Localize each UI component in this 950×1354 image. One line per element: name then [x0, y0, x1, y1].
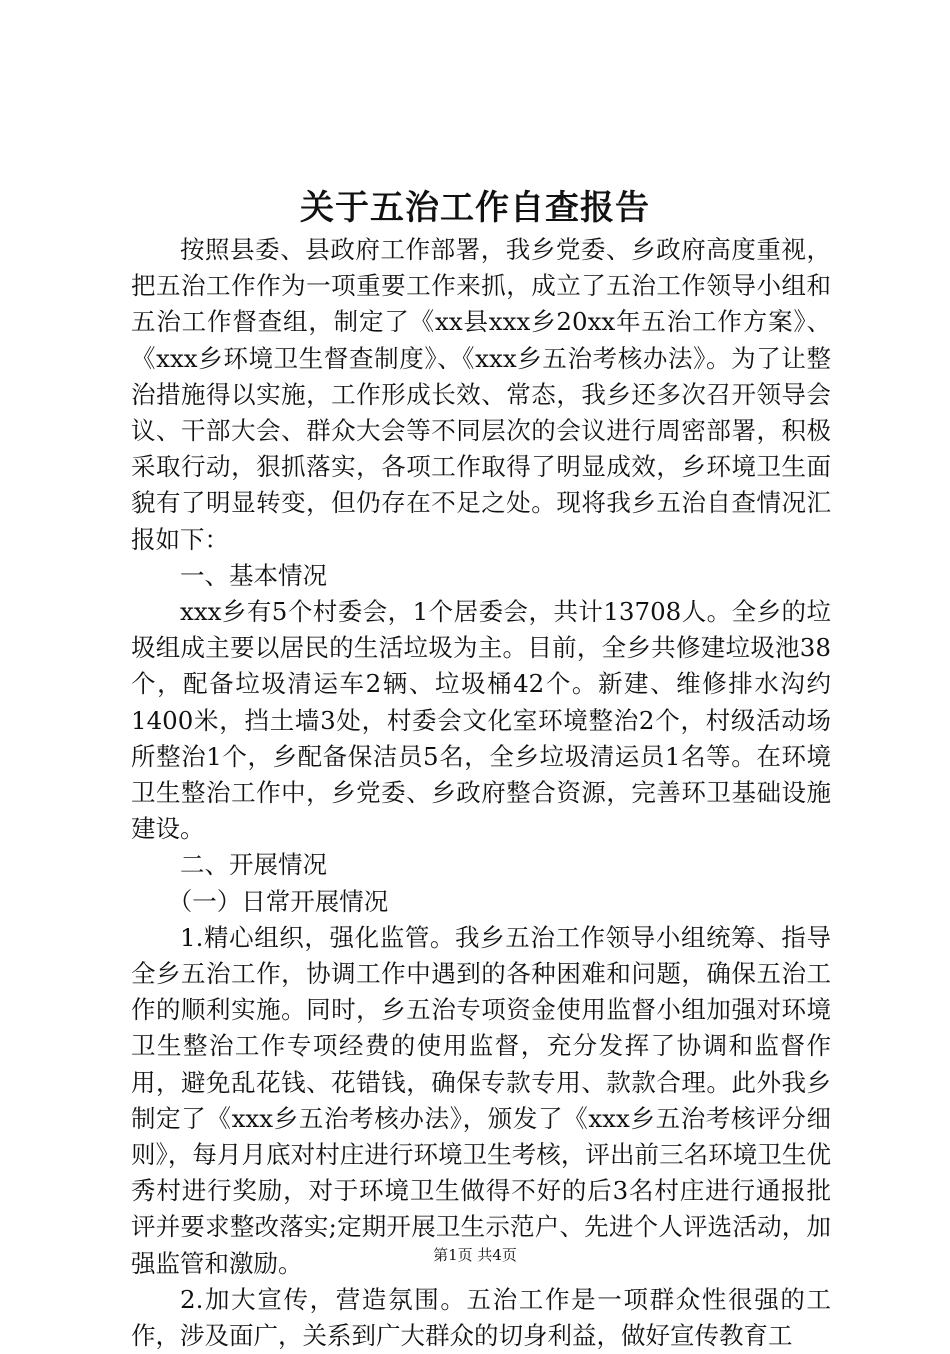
page-footer: 第1页 共4页 — [433, 1246, 517, 1264]
item-organize-paragraph: 1.精心组织，强化监管。我乡五治工作领导小组统筹、指导全乡五治工作，协调工作中遇到的各种困难和问题，确保五治工作的顺利实施。同时，乡五治专项资金使用监督小组加强对环境卫生整治工作专项经费的使用监督，充分发挥了协调和监督作用，避免乱花钱、花错钱，确保专款专用、款款合理。此外我乡制定了《xxx乡五治考核办法》，颁发了《xxx乡五治考核评分细则》，每月月底对村庄进行环境卫生考核，评出前三名环境卫生优秀村进行奖励，对于环境卫生做得不好的后3名村庄进行通报批评并要求整改落实;定期开展卫生示范户、先进个人评选活动，加强监管和激励。 — [131, 922, 831, 1278]
document-title: 关于五治工作自查报告 — [300, 188, 650, 228]
basic-situation-paragraph: xxx乡有5个村委会，1个居委会，共计13708人。全乡的垃圾组成主要以居民的生活垃圾为主。目前，全乡共修建垃圾池38个，配备垃圾清运车2辆、垃圾桶42个。新建、维修排水沟约1400米，挡土墙3处，村委会文化室环境整治2个，村级活动场所整治1个，乡配备保洁员5名，全乡垃圾清运员1名等。在环境卫生整治工作中，乡党委、乡政府整合资源，完善环卫基础设施建设。 — [131, 597, 831, 844]
intro-paragraph: 按照县委、县政府工作部署，我乡党委、乡政府高度重视，把五治工作作为一项重要工作来抓，成立了五治工作领导小组和五治工作督查组，制定了《xx县xxx乡20xx年五治工作方案》、《xxx乡环境卫生督查制度》、《xxx乡五治考核办法》。为了让整治措施得以实施，工作形成长效、常态，我乡还多次召开领导会议、干部大会、群众大会等不同层次的会议进行周密部署，积极采取行动，狠抓落实，各项工作取得了明显成效，乡环境卫生面貌有了明显转变，但仍存在不足之处。现将我乡五治自查情况汇报如下： — [131, 235, 831, 554]
section-heading-progress: 二、开展情况 — [180, 850, 327, 880]
item-publicity-paragraph: 2.加大宣传，营造氛围。五治工作是一项群众性很强的工作，涉及面广，关系到广大群众的切身利益，做好宣传教育工 — [131, 1284, 831, 1351]
document-body — [131, 232, 831, 1354]
section-heading-basic: 一、基本情况 — [180, 560, 327, 590]
subsection-heading-daily: （一）日常开展情况 — [167, 886, 389, 916]
